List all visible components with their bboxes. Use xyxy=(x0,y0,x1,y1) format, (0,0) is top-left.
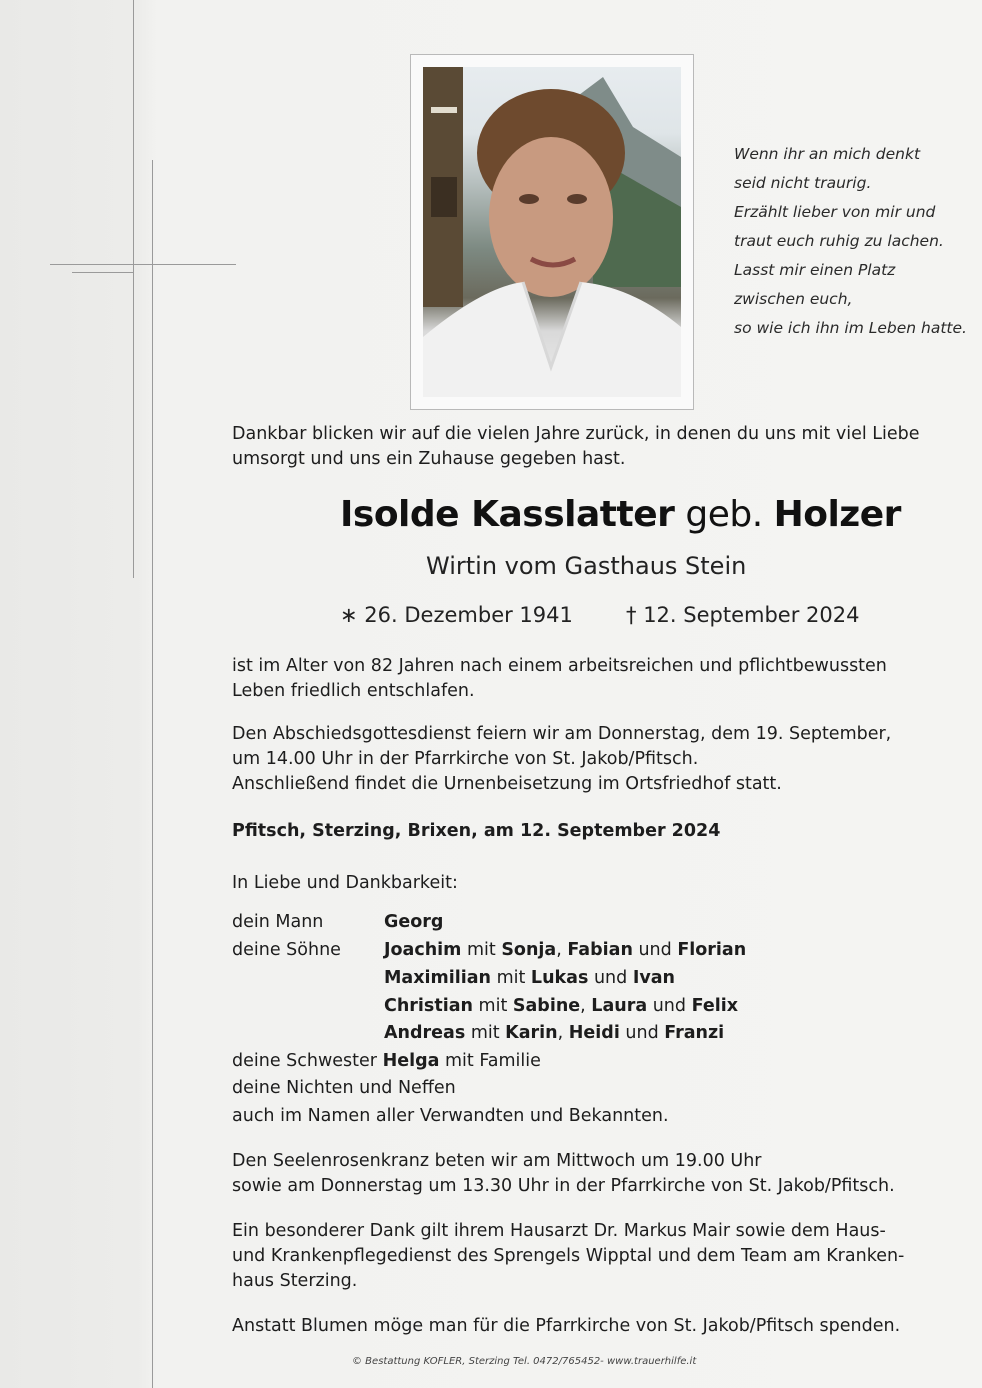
poem-line: Wenn ihr an mich denkt xyxy=(734,145,921,163)
relative-name: Lukas xyxy=(530,968,589,988)
husband-label: dein Mann xyxy=(232,912,324,932)
funeral-text xyxy=(232,722,891,797)
age-line: Leben friedlich entschlafen. xyxy=(232,681,475,701)
poem-line: Lasst mir einen Platz xyxy=(734,261,896,279)
sons-label: deine Söhne xyxy=(232,940,341,960)
intro-text xyxy=(232,422,920,472)
cross-vertical-line-right xyxy=(152,160,153,1388)
birth-date-text: 26. Dezember 1941 xyxy=(364,603,573,627)
thanks-line: und Krankenpflegedienst des Sprengels Wipptal und dem Team am Kranken- xyxy=(232,1246,905,1266)
cross-symbol: † xyxy=(626,603,637,627)
age-text xyxy=(232,654,887,704)
death-date xyxy=(626,603,859,627)
deceased-maiden-name: Holzer xyxy=(773,494,901,535)
rosary-text xyxy=(232,1149,895,1199)
nieces-nephews: deine Nichten und Neffen xyxy=(232,1078,456,1098)
death-date-text: 12. September 2024 xyxy=(643,603,860,627)
son-line xyxy=(384,965,675,993)
poem-line: traut euch ruhig zu lachen. xyxy=(734,232,944,250)
relative-name: Karin xyxy=(505,1023,558,1043)
relatives-acquaintances: auch im Namen aller Verwandten und Bekannten. xyxy=(232,1106,669,1126)
portrait-frame xyxy=(410,54,694,410)
relative-name: Fabian xyxy=(567,940,633,960)
birth-date xyxy=(340,603,573,627)
connector-text: , xyxy=(557,1023,569,1043)
son-line xyxy=(384,937,746,965)
funeral-line: Anschließend findet die Urnenbeisetzung im Ortsfriedhof statt. xyxy=(232,774,782,794)
cross-vertical-line-left xyxy=(133,0,134,578)
connector-text: , xyxy=(580,996,592,1016)
connector-text: mit xyxy=(491,968,531,988)
funeral-line: Den Abschiedsgottesdienst feiern wir am Donnerstag, dem 19. September, xyxy=(232,724,892,744)
husband-name: Georg xyxy=(384,912,444,932)
in-love-heading: In Liebe und Dankbarkeit: xyxy=(232,873,458,893)
connector-text: und xyxy=(632,940,678,960)
thanks-line: Ein besonderer Dank gilt ihrem Hausarzt Dr. Markus Mair sowie dem Haus- xyxy=(232,1221,886,1241)
place-date: Pfitsch, Sterzing, Brixen, am 12. September 2024 xyxy=(232,821,721,841)
son-name: Joachim xyxy=(384,940,462,960)
connector-text: und xyxy=(619,1023,665,1043)
son-line xyxy=(384,993,738,1021)
deceased-title: Wirtin vom Gasthaus Stein xyxy=(426,552,747,580)
son-name: Andreas xyxy=(384,1023,466,1043)
flowers-text: Anstatt Blumen möge man für die Pfarrkirche von St. Jakob/Pfitsch spenden. xyxy=(232,1316,901,1336)
sister-suffix: mit Familie xyxy=(439,1051,541,1071)
poem-line: seid nicht traurig. xyxy=(734,174,872,192)
relative-name: Ivan xyxy=(632,968,676,988)
poem-line: zwischen euch, xyxy=(734,290,853,308)
deceased-first-last-name: Isolde Kasslatter xyxy=(340,494,675,535)
poem xyxy=(734,140,967,343)
born-as-abbrev: geb. xyxy=(685,494,763,535)
son-name: Christian xyxy=(384,996,473,1016)
relative-name: Felix xyxy=(691,996,738,1016)
relative-name: Laura xyxy=(591,996,648,1016)
sister-label: deine Schwester xyxy=(232,1051,383,1071)
son-name: Maximilian xyxy=(384,968,492,988)
sister-line xyxy=(232,1048,541,1076)
cross-horizontal-line-bottom xyxy=(72,272,134,273)
sister-name: Helga xyxy=(382,1051,440,1071)
deceased-name xyxy=(340,494,901,535)
poem-line: so wie ich ihn im Leben hatte. xyxy=(734,319,967,337)
rosary-line: sowie am Donnerstag um 13.30 Uhr in der Pfarrkirche von St. Jakob/Pfitsch. xyxy=(232,1176,895,1196)
portrait-photo xyxy=(423,67,681,397)
poem-line: Erzählt lieber von mir und xyxy=(734,203,936,221)
intro-line: umsorgt und uns ein Zuhause gegeben hast. xyxy=(232,449,626,469)
rosary-line: Den Seelenrosenkranz beten wir am Mittwoch um 19.00 Uhr xyxy=(232,1151,762,1171)
relative-name: Heidi xyxy=(568,1023,620,1043)
footer-credit: © Bestattung KOFLER, Sterzing Tel. 0472/765452- www.trauerhilfe.it xyxy=(352,1356,697,1367)
relative-name: Sonja xyxy=(501,940,557,960)
age-line: ist im Alter von 82 Jahren nach einem arbeitsreichen und pflichtbewussten xyxy=(232,656,887,676)
cross-horizontal-line-top xyxy=(50,264,236,265)
relative-name: Franzi xyxy=(664,1023,725,1043)
connector-text: mit xyxy=(472,996,513,1016)
thanks-line: haus Sterzing. xyxy=(232,1271,358,1291)
connector-text: mit xyxy=(461,940,502,960)
connector-text: und xyxy=(647,996,692,1016)
birth-symbol: ∗ xyxy=(340,603,358,627)
funeral-line: um 14.00 Uhr in der Pfarrkirche von St. Jakob/Pfitsch. xyxy=(232,749,699,769)
intro-line: Dankbar blicken wir auf die vielen Jahre zurück, in denen du uns mit viel Liebe xyxy=(232,424,920,444)
son-line xyxy=(384,1020,724,1048)
thanks-text xyxy=(232,1219,904,1294)
connector-text: , xyxy=(556,940,568,960)
relative-name: Florian xyxy=(677,940,747,960)
connector-text: und xyxy=(588,968,633,988)
relative-name: Sabine xyxy=(512,996,581,1016)
connector-text: mit xyxy=(465,1023,506,1043)
